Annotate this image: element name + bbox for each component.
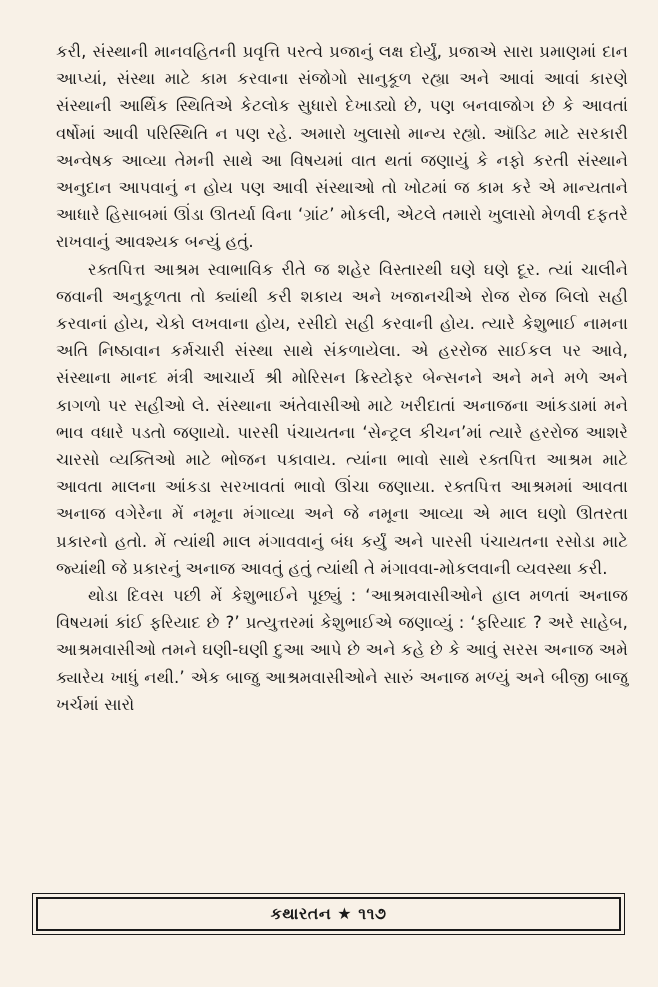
footer-title-page-number: કથારતન ★ ૧૧૭ — [270, 904, 387, 923]
paragraph-3: થોડા દિવસ પછી મેં કેશુભાઈને પૂછ્યું : ‘આશ્રમવાસીઓને હાલ મળતાં અનાજ વિષયમાં કાંઈ ફરિયાદ છે ?’ પ્રત્યુત્તરમાં કેશુભાઈએ જણાવ્યું : ‘ફરિયાદ ? અરે સાહેબ, આશ્રમવાસીઓ તમને ઘણી-ઘણી દુઆ આપે છે અને કહે છે કે આવું સરસ અનાજ અમે ક્યારેય ખાધું નથી.’ એક બાજુ આશ્રમવાસીઓને સારું અનાજ મળ્યું અને બીજી બાજુ ખર્ચમાં સારો — [56, 586, 628, 714]
paragraph-2: રક્તપિત્ત આશ્રમ સ્વાભાવિક રીતે જ શહેર વિસ્તારથી ઘણે ઘણે દૂર. ત્યાં ચાલીને જવાની અનુકૂળતા તો ક્યાંથી કરી શકાય અને ખજાનચીએ રોજ રોજ બિલો સહી કરવાનાં હોય, ચેકો લખવાના હોય, રસીદો સહી કરવાની હોય. ત્યારે કેશુભાઈ નામના અતિ નિષ્ઠાવાન કર્મચારી સંસ્થા સાથે સંકળાયેલા. એ હરરોજ સાઈકલ પર આવે, સંસ્થાના માનદ મંત્રી આચાર્ય શ્રી મોરિસન ક્રિસ્ટોફર બેન્સનને અને મને મળે અને કાગળો પર સહીઓ લે. સંસ્થાના અંતેવાસીઓ માટે ખરીદાતાં અનાજના આંકડામાં મને ભાવ વધારે પડતો જણાયો. પારસી પંચાયતના ‘સેન્ટ્રલ કીચન’માં ત્યારે હરરોજ આશરે ચારસો વ્યક્તિઓ માટે ભોજન પકાવાય. ત્યાંના ભાવો સાથે રક્તપિત્ત આશ્રમ માટે આવતા માલના આંકડા સરખાવતાં ભાવો ઊંચા જણાયા. રક્તપિત્ત આશ્રમમાં આવતા અનાજ વગેરેના મેં નમૂના મંગાવ્યા અને જે નમૂના આવ્યા એ માલ ઘણો ઊતરતા પ્રકારનો હતો. મેં ત્યાંથી માલ મંગાવવાનું બંધ કર્યું અને પારસી પંચાયતના રસોડા માટે જ્યાંથી જે પ્રકારનું અનાજ આવતું હતું ત્યાંથી તે મંગાવવા-મોકલવાની વ્યવસ્થા કરી. — [56, 259, 628, 578]
body-text — [56, 38, 628, 718]
page-footer — [36, 897, 621, 931]
paragraph-1: કરી, સંસ્થાની માનવહિતની પ્રવૃત્તિ પરત્વે પ્રજાનું લક્ષ દોર્યું, પ્રજાએ સારા પ્રમાણમાં દાન આપ્યાં, સંસ્થા માટે કામ કરવાના સંજોગો સાનુકૂળ રહ્યા અને આવાં આવાં કારણે સંસ્થાની આર્થિક સ્થિતિએ કેટલોક સુધારો દેખાડ્યો છે, પણ બનવાજોગ છે કે આવતાં વર્ષોમાં આવી પરિસ્થિતિ ન પણ રહે. અમારો ખુલાસો માન્ય રહ્યો. ઑડિટ માટે સરકારી અન્વેષક આવ્યા તેમની સાથે આ વિષયમાં વાત થતાં જણાયું કે નફો કરતી સંસ્થાને અનુદાન આપવાનું ન હોય પણ આવી સંસ્થાઓ તો ખોટમાં જ કામ કરે એ માન્યતાને આધારે હિસાબમાં ઊંડા ઊતર્યા વિના ‘ગ્રાંટ’ મોકલી, એટલે તમારો ખુલાસો મેળવી દફતરે રાખવાનું આવશ્યક બન્યું હતું. — [56, 42, 628, 252]
